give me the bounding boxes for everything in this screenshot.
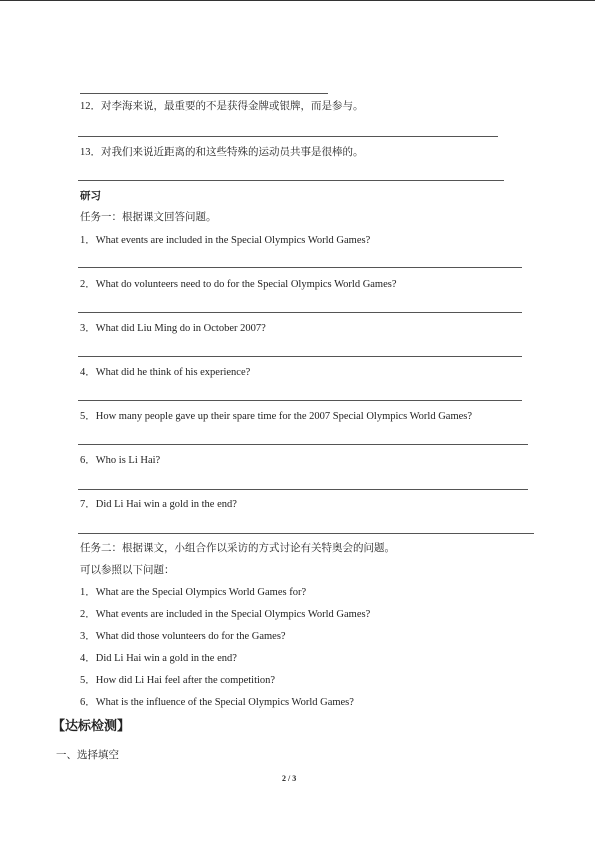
page-number: 2 / 3 <box>282 774 297 783</box>
task1-question: 1．What events are included in the Special Olympics World Games? <box>80 235 371 246</box>
item-13: 13．对我们来说近距离的和这些特殊的运动员共事是很棒的。 <box>80 147 364 158</box>
task2-hint: 可以参照以下问题： <box>80 565 175 576</box>
answer-line <box>78 312 522 313</box>
answer-line <box>78 533 534 534</box>
page-top-border <box>0 0 595 1</box>
task1-question: 6．Who is Li Hai? <box>80 455 161 466</box>
answer-line <box>78 400 522 401</box>
task2-title: 任务二：根据课文，小组合作以采访的方式讨论有关特奥会的问题。 <box>80 543 395 554</box>
task1-question: 4．What did he think of his experience? <box>80 367 251 378</box>
answer-line <box>78 136 498 137</box>
task1-question: 3．What did Liu Ming do in October 2007? <box>80 323 266 334</box>
answer-line <box>78 267 522 268</box>
task2-question: 2．What events are included in the Special Olympics World Games? <box>80 609 371 620</box>
task2-question: 4．Did Li Hai win a gold in the end? <box>80 653 237 664</box>
item-12: 12．对李海来说，最重要的不是获得金牌或银牌，而是参与。 <box>80 101 364 112</box>
task2-question: 6．What is the influence of the Special Olympics World Games? <box>80 697 354 708</box>
task1-question: 2．What do volunteers need to do for the Special Olympics World Games? <box>80 279 397 290</box>
task2-question: 3．What did those volunteers do for the Games? <box>80 631 286 642</box>
answer-line <box>78 356 522 357</box>
task1-question: 7．Did Li Hai win a gold in the end? <box>80 499 237 510</box>
assessment-heading: 【达标检测】 <box>52 718 131 733</box>
section-choice-fill: 一、选择填空 <box>56 750 119 761</box>
task1-question: 5．How many people gave up their spare time for the 2007 Special Olympics World Games? <box>80 411 473 422</box>
answer-line <box>78 444 528 445</box>
study-heading: 研习 <box>80 191 101 202</box>
answer-line <box>78 489 528 490</box>
task2-question: 5．How did Li Hai feel after the competition? <box>80 675 276 686</box>
answer-line <box>80 93 328 94</box>
task1-title: 任务一：根据课文回答问题。 <box>80 212 217 223</box>
answer-line <box>78 180 504 181</box>
task2-question: 1．What are the Special Olympics World Games for? <box>80 587 307 598</box>
